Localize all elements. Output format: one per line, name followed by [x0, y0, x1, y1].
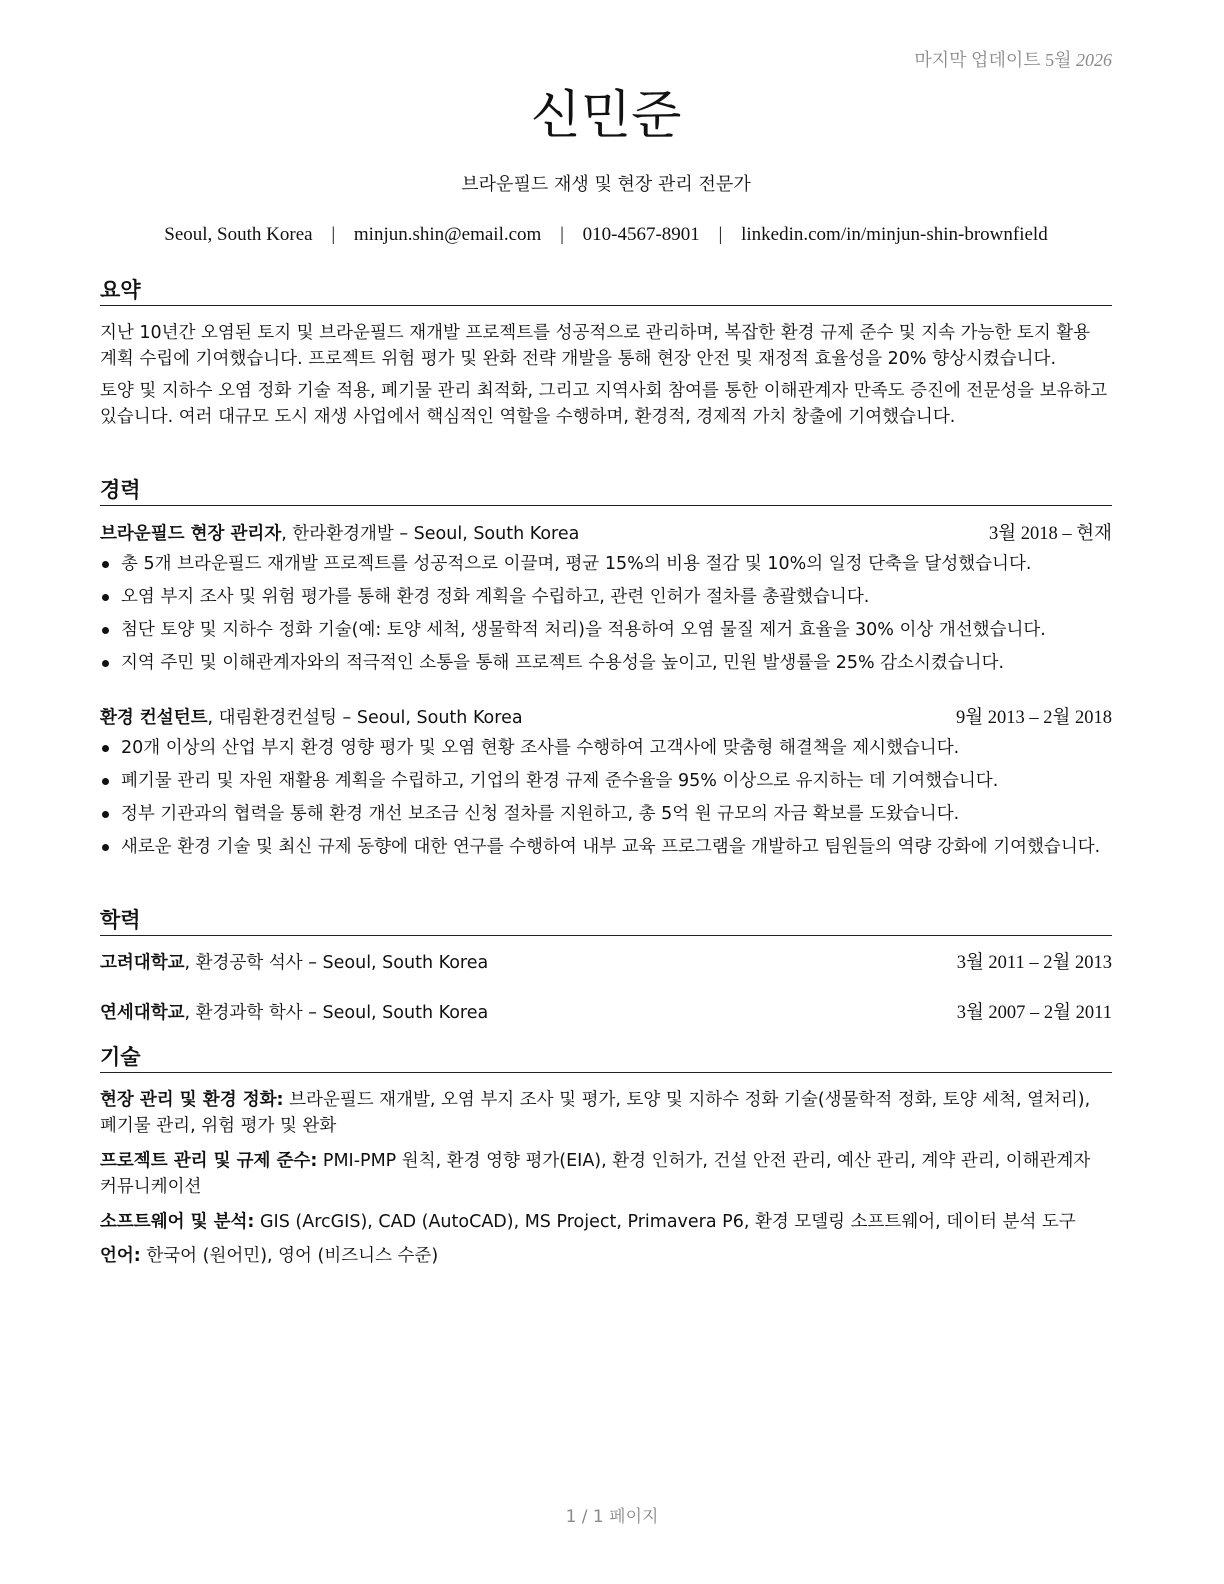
skill-category: 프로젝트 관리 및 규제 준수:: [100, 1151, 318, 1171]
job-organization: , 대림환경컨설팅 – Seoul, South Korea: [207, 708, 523, 728]
summary-block: [100, 320, 1112, 436]
contact-separator: |: [718, 224, 723, 245]
job-title: 브라운필드 현장 관리자: [100, 524, 282, 544]
job-bullet: 20개 이상의 산업 부지 환경 영향 평가 및 오염 현황 조사를 수행하여 고객사에 맞춤형 해결책을 제시했습니다.: [100, 735, 1112, 761]
job-bullet: 폐기물 관리 및 자원 재활용 계획을 수립하고, 기업의 환경 규제 준수율을 95% 이상으로 유지하는 데 기여했습니다.: [100, 768, 1112, 794]
education-date: 3월 2007 – 2월 2011: [956, 1003, 1112, 1023]
job-bullet: 오염 부지 조사 및 위험 평가를 통해 환경 정화 계획을 수립하고, 관련 인허가 절차를 총괄했습니다.: [100, 584, 1112, 610]
job-organization: , 한라환경개발 – Seoul, South Korea: [281, 524, 580, 544]
last-updated-month: 5월: [1045, 50, 1072, 70]
summary-paragraph: 지난 10년간 오염된 토지 및 브라운필드 재개발 프로젝트를 성공적으로 관리하며, 복잡한 환경 규제 준수 및 지속 가능한 토지 활용 계획 수립에 기여했습니다. 프로젝트 위험 평가 및 완화 전략 개발을 통해 현장 안전 및 재정적 효율성을 20% 향상시켰습니다.: [100, 323, 1091, 369]
contact-linkedin[interactable]: linkedin.com/in/minjun-shin-brownfield: [741, 224, 1048, 245]
skill-category: 소프트웨어 및 분석:: [100, 1212, 255, 1232]
skill-value: GIS (ArcGIS), CAD (AutoCAD), MS Project, Primavera P6, 환경 모델링 소프트웨어, 데이터 분석 도구: [254, 1212, 1076, 1232]
contact-separator: |: [560, 224, 564, 245]
skill-row: [100, 1243, 1112, 1269]
contact-location: Seoul, South Korea: [164, 224, 313, 245]
contact-email[interactable]: minjun.shin@email.com: [353, 224, 542, 245]
job-bullet: 지역 주민 및 이해관계자와의 적극적인 소통을 통해 프로젝트 수용성을 높이고, 민원 발생률을 25% 감소시켰습니다.: [100, 650, 1112, 676]
job-header: [100, 705, 1112, 731]
education-school: 고려대학교: [100, 953, 185, 973]
skill-value: PMI-PMP 원칙, 환경 영향 평가(EIA), 환경 인허가, 건설 안전 관리, 예산 관리, 계약 관리, 이해관계자 커뮤니케이션: [100, 1151, 1091, 1197]
job-title: 환경 컨설턴트: [100, 708, 208, 728]
summary-paragraph: 토양 및 지하수 오염 정화 기술 적용, 폐기물 관리 최적화, 그리고 지역사회 참여를 통한 이해관계자 만족도 증진에 전문성을 보유하고 있습니다. 여러 대규모 도시 재생 사업에서 핵심적인 역할을 수행하며, 환경적, 경제적 가치 창출에 기여했습니다.: [100, 381, 1108, 427]
section-title-experience: 경력: [100, 476, 1112, 506]
job-bullet: 정부 기관과의 협력을 통해 환경 개선 보조금 신청 절차를 지원하고, 총 5억 원 규모의 자금 확보를 도왔습니다.: [100, 801, 1112, 827]
education-degree: , 환경과학 학사 – Seoul, South Korea: [184, 1003, 489, 1023]
contact-phone: 010-4567-8901: [582, 224, 700, 245]
skill-row: [100, 1148, 1112, 1200]
skill-value: 브라운필드 재개발, 오염 부지 조사 및 평가, 토양 및 지하수 정화 기술(생물학적 정화, 토양 세척, 열처리), 폐기물 관리, 위험 평가 및 완화: [100, 1090, 1091, 1136]
job-header: [100, 521, 1112, 547]
section-title-education: 학력: [100, 906, 1112, 936]
job-bullet: 새로운 환경 기술 및 최신 규제 동향에 대한 연구를 수행하여 내부 교육 프로그램을 개발하고 팀원들의 역량 강화에 기여했습니다.: [100, 834, 1112, 860]
education-entry: [100, 950, 1112, 976]
contact-line: [70, 224, 1142, 246]
education-school: 연세대학교: [100, 1003, 185, 1023]
skill-row: [100, 1209, 1112, 1235]
contact-separator: |: [331, 224, 336, 245]
section-title-summary: 요약: [100, 276, 1112, 306]
education-entry: [100, 1000, 1112, 1026]
education-date: 3월 2011 – 2월 2013: [956, 953, 1112, 973]
last-updated: [914, 46, 1112, 72]
candidate-headline: 브라운필드 재생 및 현장 관리 전문가: [461, 174, 751, 195]
skill-row: [100, 1087, 1112, 1139]
job-bullet-list: [100, 551, 1112, 683]
page-footer: 1 / 1 페이지: [565, 1507, 659, 1527]
education-degree: , 환경공학 석사 – Seoul, South Korea: [184, 953, 489, 973]
job-date: 9월 2013 – 2월 2018: [956, 708, 1112, 728]
job-bullet: 총 5개 브라운필드 재개발 프로젝트를 성공적으로 이끌며, 평균 15%의 비용 절감 및 10%의 일정 단축을 달성했습니다.: [100, 551, 1112, 577]
last-updated-year: 2026: [1076, 50, 1112, 70]
skill-category: 현장 관리 및 환경 정화:: [100, 1090, 284, 1110]
section-title-skills: 기술: [100, 1043, 1112, 1073]
candidate-name: 신민준: [530, 86, 682, 146]
job-bullet: 첨단 토양 및 지하수 정화 기술(예: 토양 세척, 생물학적 처리)을 적용하여 오염 물질 제거 효율을 30% 이상 개선했습니다.: [100, 617, 1112, 643]
job-date: 3월 2018 – 현재: [989, 524, 1112, 544]
last-updated-label: 마지막 업데이트: [914, 50, 1041, 70]
skill-category: 언어:: [100, 1246, 141, 1266]
skill-value: 한국어 (원어민), 영어 (비즈니스 수준): [140, 1246, 439, 1266]
job-bullet-list: [100, 735, 1112, 867]
